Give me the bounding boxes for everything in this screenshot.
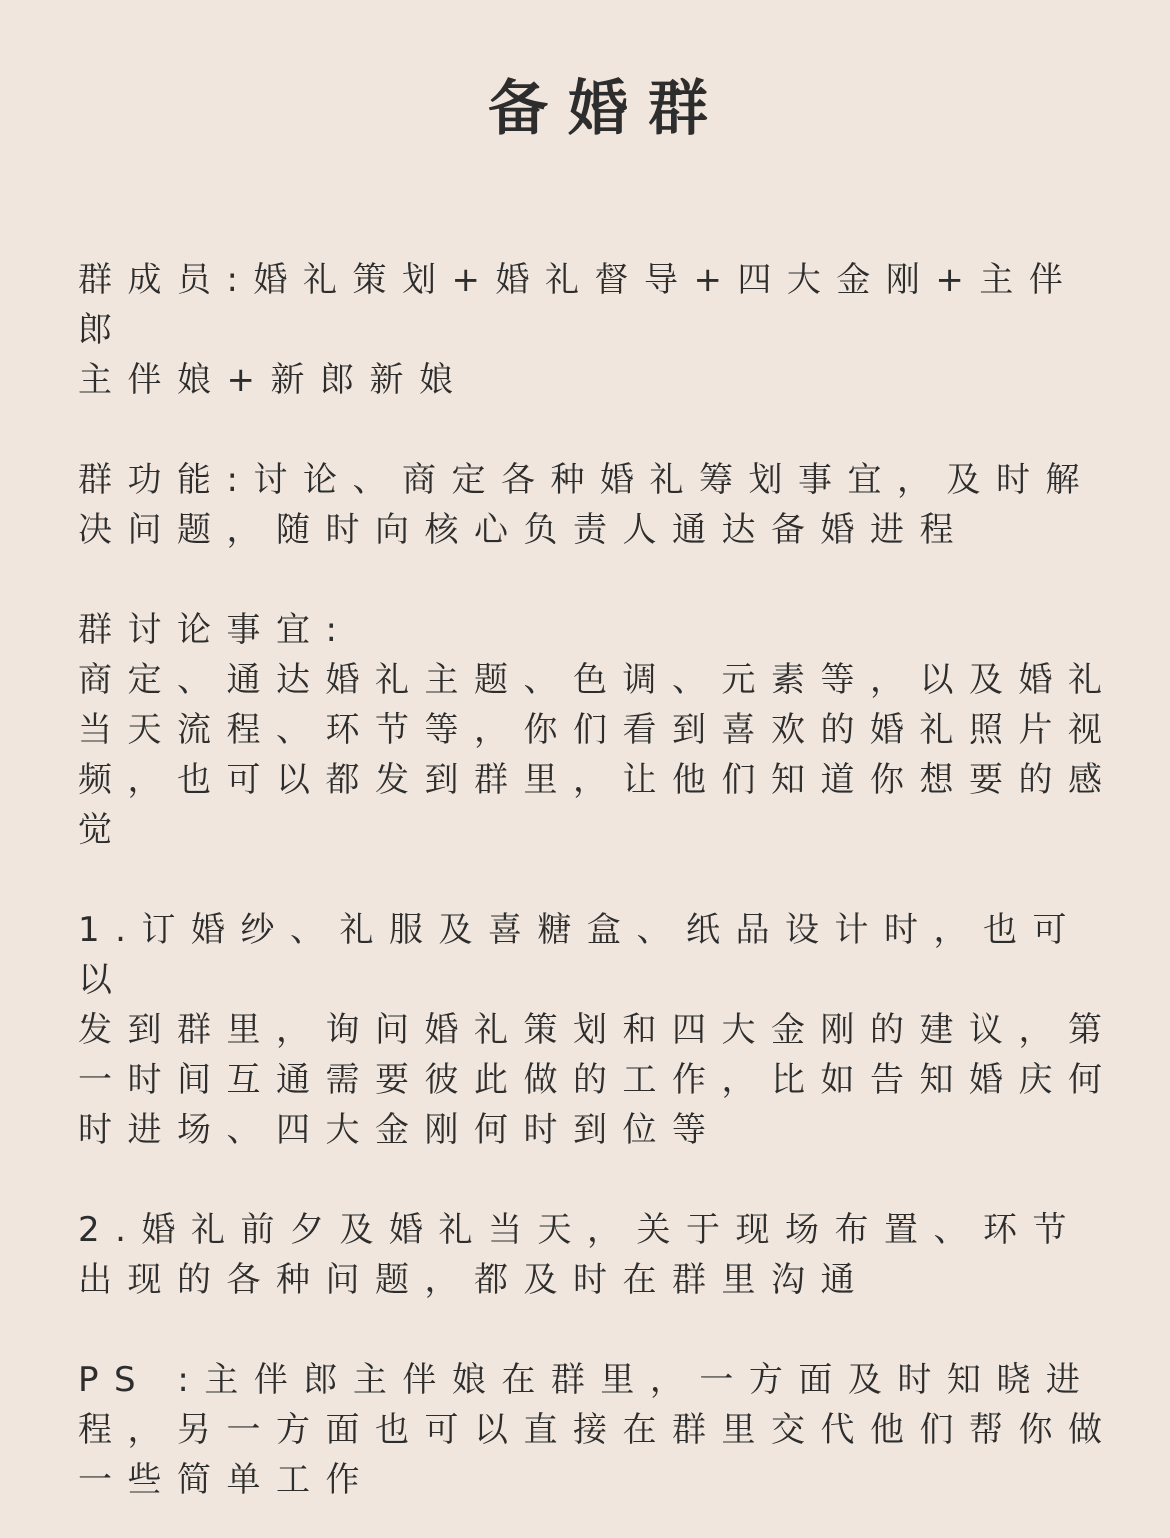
item-1-paragraph [78, 905, 1118, 1155]
text-line: 程，另一方面也可以直接在群里交代他们帮你做 [78, 1410, 1118, 1450]
text-line: 群成员:婚礼策划+婚礼督导+四大金刚+主伴郎 [78, 260, 1079, 350]
document-body [78, 255, 1118, 1505]
text-line: 商定、通达婚礼主题、色调、元素等，以及婚礼 [78, 660, 1118, 700]
text-line: 发到群里，询问婚礼策划和四大金刚的建议，第 [78, 1010, 1118, 1050]
text-line: 群功能:讨论、商定各种婚礼筹划事宜，及时解 [78, 460, 1095, 500]
text-line: 一些简单工作 [78, 1460, 375, 1500]
text-line: 2.婚礼前夕及婚礼当天，关于现场布置、环节 [78, 1210, 1082, 1250]
text-line: 时进场、四大金刚何时到位等 [78, 1110, 722, 1150]
discussion-paragraph [78, 605, 1118, 855]
text-line: PS :主伴郎主伴娘在群里，一方面及时知晓进 [78, 1360, 1096, 1400]
members-paragraph [78, 255, 1118, 405]
text-line: 觉 [78, 810, 128, 850]
text-line: 一时间互通需要彼此做的工作，比如告知婚庆何 [78, 1060, 1118, 1100]
ps-paragraph [78, 1355, 1118, 1505]
text-line: 主伴娘+新郎新娘 [78, 360, 469, 400]
text-line: 当天流程、环节等，你们看到喜欢的婚礼照片视 [78, 710, 1118, 750]
item-2-paragraph [78, 1205, 1118, 1305]
function-paragraph [78, 455, 1118, 555]
text-line: 出现的各种问题，都及时在群里沟通 [78, 1260, 870, 1300]
text-line: 频，也可以都发到群里，让他们知道你想要的感 [78, 760, 1118, 800]
text-line: 1.订婚纱、礼服及喜糖盒、纸品设计时，也可以 [78, 910, 1082, 1000]
text-line: 决问题，随时向核心负责人通达备婚进程 [78, 510, 969, 550]
text-line: 群讨论事宜: [78, 610, 353, 650]
page-title: 备婚群 [488, 74, 728, 144]
